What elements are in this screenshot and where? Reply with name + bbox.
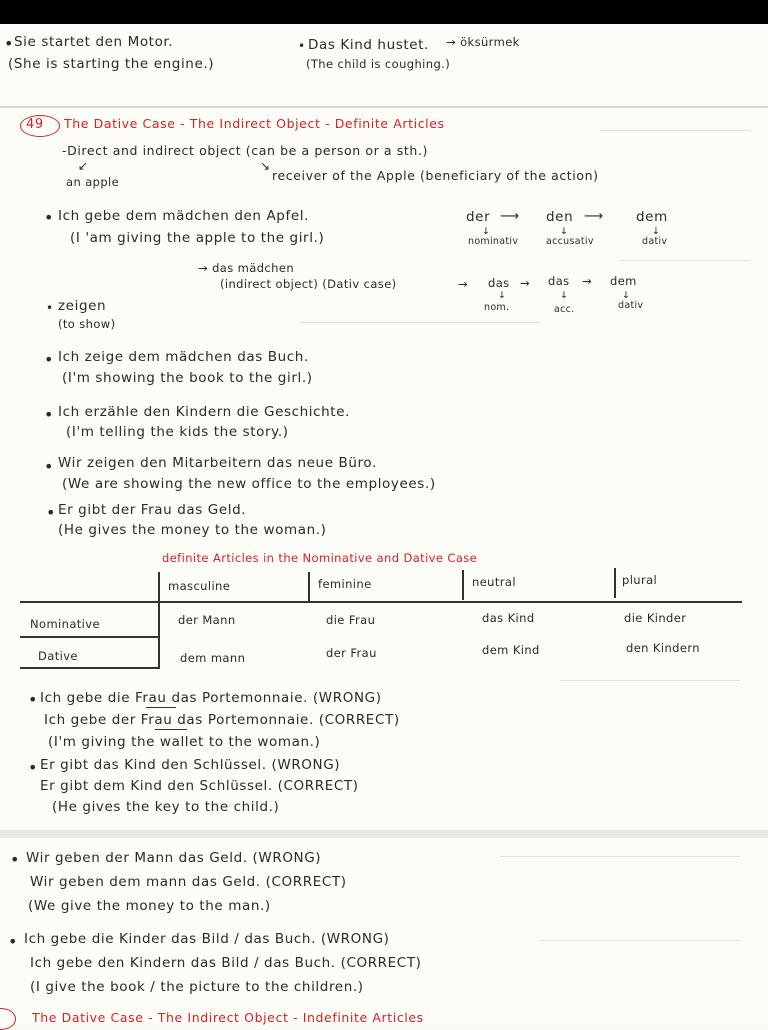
next-lesson-title: The Dative Case - The Indirect Object - Indefinite Articles (32, 1010, 424, 1025)
arrow-down-icon: ↓ (560, 290, 569, 301)
table-cell: der Mann (178, 613, 236, 627)
bottom-1-translation: (We give the money to the man.) (28, 898, 271, 914)
page-separator (0, 830, 768, 838)
verb-zeigen: zeigen (58, 298, 107, 314)
bullet: • (28, 758, 38, 777)
chain-2-das-acc: das (548, 274, 570, 288)
arrow-right-icon: → (582, 274, 593, 288)
chain-1-der: der (466, 209, 491, 225)
table-rule (158, 572, 160, 668)
arrow-down-icon: ↓ (652, 226, 661, 237)
table-cell: den Kindern (626, 641, 700, 655)
example-3-translation: (I'm telling the kids the story.) (66, 424, 289, 440)
correction-2-correct: Er gibt dem Kind den Schlüssel. (CORRECT) (40, 778, 359, 794)
table-rule (20, 601, 742, 603)
arrow-right-icon: ⟶ (584, 208, 604, 224)
bottom-2-wrong: Ich gebe die Kinder das Bild / das Buch. (WRONG) (24, 931, 390, 947)
example-2: Ich zeige dem mädchen das Buch. (58, 349, 309, 365)
arrow-right-icon: ⟶ (500, 208, 520, 224)
table-header-plural: plural (622, 573, 658, 587)
table-cell: der Frau (326, 646, 377, 660)
table-cell: dem Kind (482, 643, 540, 657)
arrow-down-icon: ↓ (560, 226, 569, 237)
bullet: • (46, 503, 56, 522)
table-rule (20, 636, 160, 638)
intro-line: -Direct and indirect object (can be a person or a sth.) (62, 143, 428, 158)
bullet: • (46, 301, 54, 315)
bullet: • (8, 932, 18, 951)
translation-sie-startet: (She is starting the engine.) (8, 56, 215, 72)
arrow-down-icon: ↓ (482, 226, 491, 237)
bullet: • (44, 405, 54, 424)
table-row-label-dative: Dative (38, 649, 78, 663)
arrow-down-icon: ↓ (498, 290, 507, 301)
chain-1-dem: dem (636, 209, 668, 225)
intro-right-note: receiver of the Apple (beneficiary of the action) (272, 168, 599, 183)
table-cell: dem mann (180, 651, 246, 665)
bullet: • (10, 850, 20, 869)
correction-1-correct: Ich gebe der Frau das Portemonnaie. (CORRECT) (44, 712, 400, 728)
lesson-title: The Dative Case - The Indirect Object - Definite Articles (64, 116, 445, 131)
correction-2-wrong: Er gibt das Kind den Schlüssel. (WRONG) (40, 757, 341, 773)
arrow-right-icon: → (458, 277, 469, 291)
bullet: • (28, 690, 38, 709)
chain-1-label-dativ: dativ (642, 236, 668, 247)
intro-left-note: an apple (66, 175, 120, 189)
chain-2-label-acc: acc. (554, 304, 575, 315)
bottom-2-translation: (I give the book / the picture to the children.) (30, 979, 364, 995)
bullet: • (298, 39, 306, 53)
example-4: Wir zeigen den Mitarbeitern das neue Büro. (58, 455, 377, 471)
arrow-down-icon: ↘ (260, 159, 271, 173)
underline (146, 707, 176, 708)
chain-1-label-nominativ: nominativ (468, 236, 519, 247)
bullet: • (44, 457, 54, 476)
example-3: Ich erzähle den Kindern die Geschichte. (58, 404, 351, 420)
correction-1-translation: (I'm giving the wallet to the woman.) (48, 734, 321, 750)
top-black-bar (0, 0, 768, 24)
table-rule (614, 568, 616, 598)
example-5: Er gibt der Frau das Geld. (58, 502, 247, 518)
bottom-1-correct: Wir geben dem mann das Geld. (CORRECT) (30, 874, 347, 890)
chain-1-den: den (546, 209, 574, 225)
chain-2-label-dativ: dativ (618, 300, 644, 311)
table-header-masculine: masculine (168, 579, 231, 593)
bottom-1-wrong: Wir geben der Mann das Geld. (WRONG) (26, 850, 322, 866)
example-5-translation: (He gives the money to the woman.) (58, 522, 327, 538)
chain-2-label-nom: nom. (484, 302, 510, 313)
table-header-neutral: neutral (472, 575, 516, 589)
table-caption: definite Articles in the Nominative and Dative Case (162, 551, 478, 565)
verb-zeigen-translation: (to show) (58, 317, 116, 331)
table-cell: die Frau (326, 613, 376, 627)
translation-das-kind-hustet: (The child is coughing.) (306, 57, 451, 71)
table-rule (20, 667, 160, 669)
correction-2-translation: (He gives the key to the child.) (52, 799, 280, 815)
example-1-translation: (I 'am giving the apple to the girl.) (70, 230, 325, 246)
correction-1-wrong: Ich gebe die Frau das Portemonnaie. (WRONG) (40, 690, 382, 706)
table-cell: die Kinder (624, 611, 687, 625)
sentence-das-kind-hustet: Das Kind hustet. (308, 37, 429, 53)
bullet: • (44, 350, 54, 369)
arrow-down-icon: ↙ (78, 159, 89, 173)
arrow-down-icon: ↓ (622, 290, 631, 301)
table-rule (308, 572, 310, 602)
lesson-number: 49 (26, 117, 44, 132)
chain-2-dem: dem (610, 274, 637, 288)
chain-1-label-accusativ: accusativ (546, 236, 594, 247)
bottom-2-correct: Ich gebe den Kindern das Bild / das Buch. (CORRECT) (30, 955, 422, 971)
note-das-maedchen: → das mädchen (198, 261, 295, 275)
turkish-note: → öksürmek (446, 35, 520, 49)
note-indirect-object: (indirect object) (Dativ case) (220, 277, 397, 291)
arrow-right-icon: → (520, 276, 531, 290)
bullet: • (44, 208, 54, 227)
table-rule (462, 570, 464, 600)
table-row-label-nominative: Nominative (30, 617, 100, 631)
underline (155, 729, 187, 730)
table-cell: das Kind (482, 611, 535, 625)
sentence-sie-startet: Sie startet den Motor. (14, 34, 174, 50)
table-header-feminine: feminine (318, 577, 372, 591)
example-4-translation: (We are showing the new office to the employees.) (62, 476, 436, 492)
chain-2-das: das (488, 276, 510, 290)
example-2-translation: (I'm showing the book to the girl.) (62, 370, 313, 386)
example-1: Ich gebe dem mädchen den Apfel. (58, 208, 309, 224)
bullet: • (4, 34, 14, 53)
